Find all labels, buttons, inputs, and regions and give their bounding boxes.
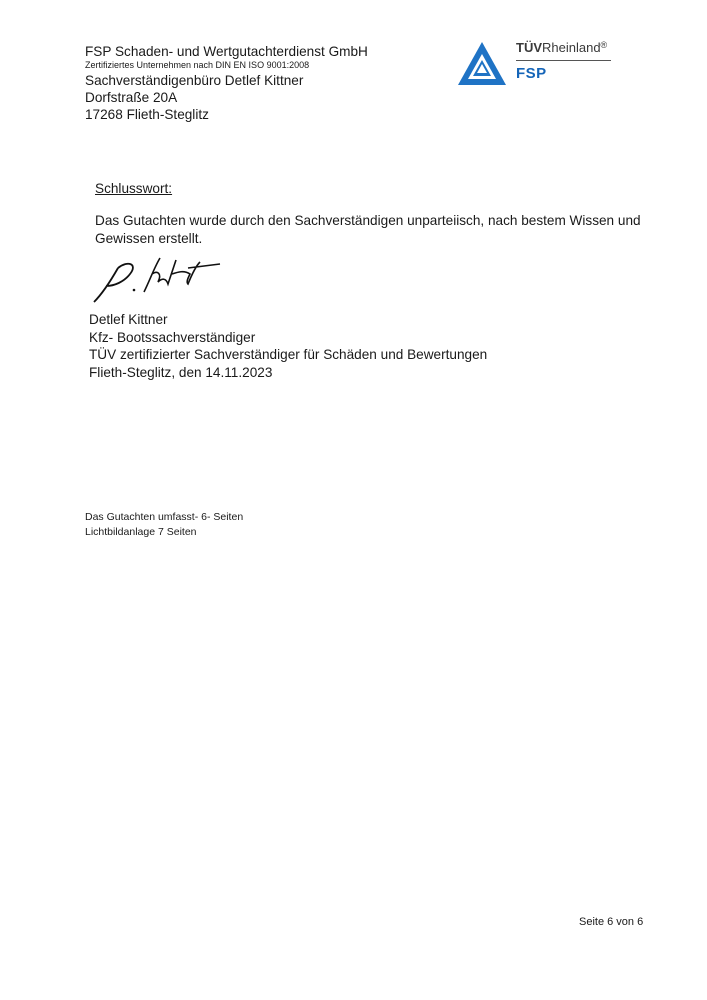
tuv-fsp-logo [456, 38, 631, 88]
city-address: 17268 Flieth-Steglitz [85, 107, 209, 122]
closing-text: Das Gutachten wurde durch den Sachverständigen unparteiisch, nach bestem Wissen und Gewissen erstellt. [95, 213, 641, 246]
expert-name: Detlef Kittner [89, 312, 168, 327]
certification-note: Zertifiziertes Unternehmen nach DIN EN ISO 9001:2008 [85, 60, 310, 70]
report-summary [85, 510, 243, 540]
place-date: Flieth-Steglitz, den 14.11.2023 [89, 364, 273, 380]
expert-certification: TÜV zertifizierter Sachverständiger für Schäden und Bewertungen [89, 347, 488, 362]
signature-details [89, 311, 487, 381]
expert-role: Kfz- Bootssachverständiger [89, 329, 256, 345]
tuv-triangle-icon [456, 40, 508, 88]
fsp-wordmark: FSP [516, 65, 547, 82]
street-address: Dorfstraße 20A [85, 90, 178, 105]
photo-appendix-note: Lichtbildanlage 7 Seiten [85, 526, 197, 538]
office-name: Sachverständigenbüro Detlef Kittner [85, 73, 304, 88]
header-address [85, 44, 368, 123]
logo-divider [516, 60, 611, 61]
company-name: FSP Schaden- und Wertgutachterdienst GmbH [85, 44, 368, 59]
page-count-note: Das Gutachten umfasst- 6- Seiten [85, 511, 244, 523]
tuv-rheinland-wordmark: TÜVRheinland® [516, 40, 608, 55]
page-number: Seite 6 von 6 [579, 916, 644, 928]
signature [88, 252, 223, 310]
closing-heading: Schlusswort: [95, 181, 173, 196]
